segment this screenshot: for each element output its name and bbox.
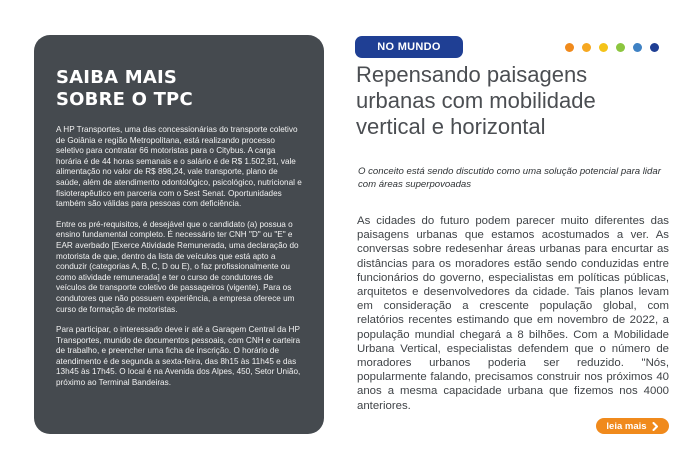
headline-line: urbanas com mobilidade — [356, 88, 596, 113]
read-more-button[interactable] — [596, 418, 669, 434]
sidebar-title-line-2: SOBRE O TPC — [56, 89, 193, 110]
decorative-dot — [565, 43, 574, 52]
headline-line: Repensando paisagens — [356, 62, 588, 87]
decorative-dots — [565, 43, 659, 52]
decorative-dot — [616, 43, 625, 52]
decorative-dot — [650, 43, 659, 52]
read-more-label: leia mais — [606, 420, 647, 432]
sidebar-paragraph: A HP Transportes, uma das concessionárias do transporte coletivo de Goiânia e região Metropolitana, está realizando processo seletivo para contratar 66 motoristas para o Citybus. A carga horária é de 44 horas semanais e o salário é de R$ 1.502,91, vale alimentação no valor de R$ 898,24, vale transporte, plano de saúde, além de atendimento odontológico, psicológico, nutricional e fisioterapêutico em parceria com o Sest Senat. Oportunidades também são válidas para pessoas com deficiência. — [56, 125, 302, 209]
sidebar-title-line-1: SAIBA MAIS — [56, 67, 178, 88]
sidebar-paragraph: Para participar, o interessado deve ir até a Garagem Central da HP Transportes, munido de documentos pessoais, com CNH e carteira de trabalho, e preencher uma ficha de inscrição. O horário de atendimento é de segunda a sexta-feira, das 8h15 às 11h45 e das 13h45 às 17h45. O local é na Avenida dos Alpes, 450, Setor União, próximo ao Terminal Bandeiras. — [56, 325, 301, 388]
article-headline — [356, 62, 676, 140]
headline-line: vertical e horizontal — [356, 114, 546, 139]
article-body: As cidades do futuro podem parecer muito diferentes das paisagens urbanas que estamos acostumados a ver. As conversas sobre redesenhar áreas urbanas para encurtar as distâncias para os moradores estão sendo conduzidas entre funcionários do governo, especialistas em políticas públicas, arquitetos e desenvolvedores da cidade. Tais planos levam em consideração a crescente população global, com relatórios recentes estimando que em novembro de 2022, a população mundial chegará a 8 bilhões. Com a Mobilidade Urbana Vertical, especialistas defendem que o número de moradores urbanos poderia ser reduzido. "Nós, popularmente falando, precisamos construir nos próximos 40 anos a mesma capacidade urbana que fizemos nos 4000 anteriores. — [357, 215, 669, 412]
decorative-dot — [633, 43, 642, 52]
article-subtitle: O conceito está sendo discutido como uma solução potencial para lidar com áreas superpovoadas — [358, 166, 661, 190]
chevron-right-icon — [652, 422, 659, 431]
section-tag: NO MUNDO — [355, 36, 463, 58]
decorative-dot — [599, 43, 608, 52]
decorative-dot — [582, 43, 591, 52]
info-sidebar — [34, 35, 324, 434]
sidebar-title — [56, 67, 302, 111]
sidebar-paragraph: Entre os pré-requisitos, é desejável que o candidato (a) possua o ensino fundamental completo. É necessário ter CNH "D" ou "E" e EAR averbado [Exerce Atividade Remunerada, uma declaração do motorista de que, dentro da lista de veículos que está apto a conduzir (categorias A, B, C, D ou E), o faz profissionalmente ou como atividade remunerada] e ter o curso de condutores de veículos de transporte coletivo de passageiros (vigente). Para os condutores que não possuem experiência, a empresa oferece um curso de formação de motoristas. — [56, 219, 299, 314]
